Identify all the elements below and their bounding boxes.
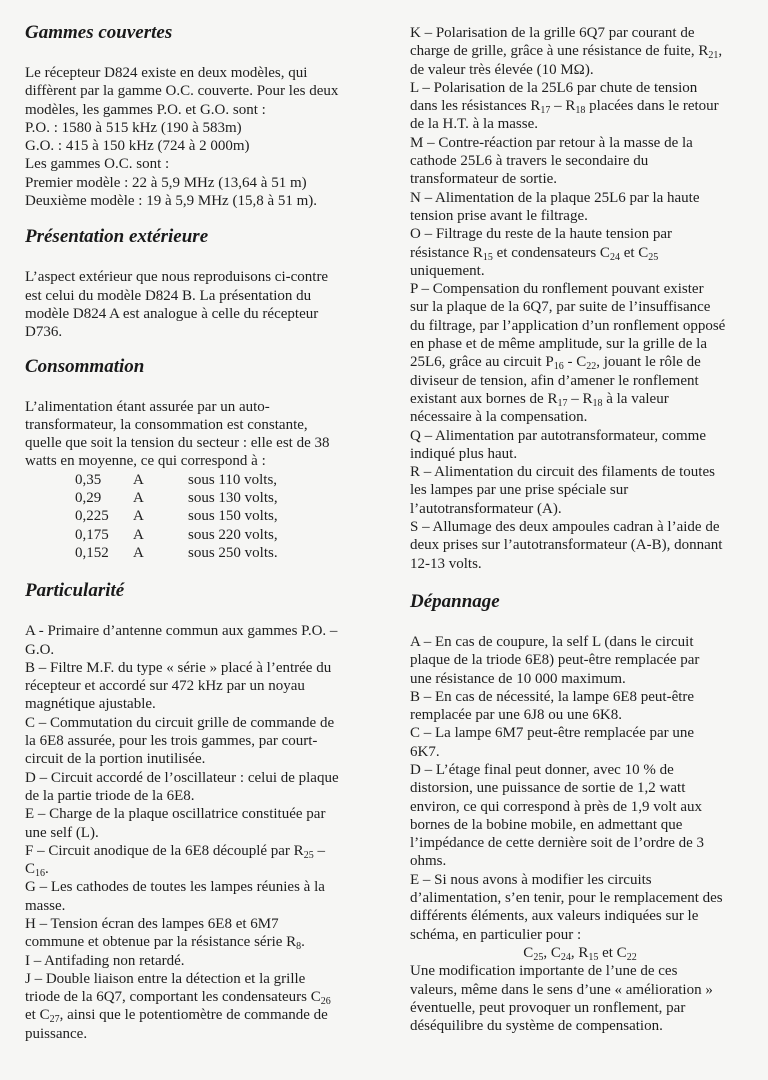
- text-line: L’alimentation étant assurée par un auto-: [25, 398, 270, 415]
- text-line: triode de la 6Q7, comportant les condensateurs $C_{26}$: [25, 989, 331, 1008]
- table-row: [25, 471, 370, 489]
- text-line: 25L6, grâce au circuit $P_{16} - C_{22}$, jouant le rôle de: [410, 354, 701, 373]
- text-line: de la H.T. à la masse.: [410, 116, 539, 133]
- list-item: R – Alimentation du circuit des filaments de toutes: [410, 464, 715, 481]
- text-line: tension prise avant le filtrage.: [410, 207, 588, 224]
- heading-particularite: Particularité: [25, 580, 125, 602]
- list-item: P – Compensation du ronflement pouvant exister: [410, 281, 704, 298]
- list-item: D – L’étage final peut donner, avec 10 % de: [410, 761, 674, 778]
- unit: A: [133, 490, 144, 507]
- current-value: 0,35: [75, 471, 102, 488]
- text-line: valeurs, même dans le sens d’une « amélioration »: [410, 981, 713, 998]
- list-item: M – Contre-réaction par retour à la masse de la: [410, 134, 693, 151]
- text-line: est celui du modèle D824 B. La présentation du: [25, 287, 312, 304]
- text-line: G.O.: [25, 641, 55, 658]
- list-item: B – Filtre M.F. du type « série » placé à l’entrée du: [25, 659, 332, 676]
- text-line: dans les résistances $R_{17} - R_{18}$ placées dans le retour: [410, 98, 719, 117]
- text-line: $C_{16}$.: [25, 861, 49, 880]
- text-line: transformateur, la consommation est constante,: [25, 416, 308, 433]
- list-item: E – Si nous avons à modifier les circuits: [410, 871, 652, 888]
- text-line: Deuxième modèle : 19 à 5,9 MHz (15,8 à 51 m).: [25, 193, 318, 210]
- text-line: de valeur très élevée (10 MΩ).: [410, 61, 594, 78]
- text-line: en phase et de même amplitude, sur la grille de la: [410, 336, 707, 353]
- table-row: [25, 526, 370, 544]
- list-item: I – Antifading non retardé.: [25, 952, 185, 969]
- text-line: récepteur et accordé sur 472 kHz par un noyau: [25, 678, 305, 695]
- voltage: sous 150 volts,: [188, 508, 278, 525]
- text-line: masse.: [25, 897, 66, 914]
- text-line: diffèrent par la gamme O.C. couverte. Pour les deux: [25, 83, 339, 100]
- text-line: différents éléments, aux valeurs indiquées sur le: [410, 908, 699, 925]
- list-item: A – En cas de coupure, la self L (dans le circuit: [410, 633, 694, 650]
- voltage: sous 110 volts,: [188, 471, 278, 488]
- list-item: C – Commutation du circuit grille de commande de: [25, 714, 335, 731]
- text-line: Une modification importante de l’une de ces: [410, 963, 678, 980]
- text-line: magnétique ajustable.: [25, 696, 156, 713]
- text-line: cathode 25L6 à travers le secondaire du: [410, 153, 649, 170]
- current-value: 0,175: [75, 526, 109, 543]
- current-value: 0,225: [75, 508, 109, 525]
- list-particularite-continued: [410, 24, 750, 573]
- text-line: uniquement.: [410, 262, 485, 279]
- list-item: G – Les cathodes de toutes les lampes réunies à la: [25, 879, 325, 896]
- text-line: et $C_{27}$, ainsi que le potentiomètre de commande de: [25, 1007, 328, 1026]
- text-line: l’autotransformateur (A).: [410, 500, 562, 517]
- list-item: K – Polarisation de la grille 6Q7 par courant de: [410, 25, 695, 41]
- text-line: Le récepteur D824 existe en deux modèles, qui: [25, 65, 308, 81]
- component-formula: $C_{25}$, $C_{24}$, $R_{15}$ et $C_{22}$: [523, 944, 637, 963]
- text-line: bornes de la bobine mobile, en admettant que: [410, 816, 683, 833]
- voltage: sous 130 volts,: [188, 490, 278, 507]
- text-line: de la partie triode de la 6E8.: [25, 787, 195, 804]
- text-line: distorsion, une puissance de sortie de 1,2 watt: [410, 780, 686, 797]
- heading-presentation: Présentation extérieure: [25, 226, 209, 248]
- right-column: [410, 0, 750, 1035]
- text-line: schéma, en particulier pour :: [410, 926, 582, 943]
- list-item: C – La lampe 6M7 peut-être remplacée par une: [410, 725, 695, 742]
- text-line: Premier modèle : 22 à 5,9 MHz (13,64 à 51 m): [25, 174, 307, 191]
- text-line: Les gammes O.C. sont :: [25, 156, 170, 173]
- text-line: modèles, les gammes P.O. et G.O. sont :: [25, 101, 266, 118]
- table-row: [25, 507, 370, 525]
- list-item: E – Charge de la plaque oscillatrice constituée par: [25, 806, 326, 823]
- list-depannage: [410, 633, 750, 1036]
- text-line: une self (L).: [25, 824, 99, 841]
- text-line: circuit de la portion inutilisée.: [25, 751, 206, 768]
- unit: A: [133, 471, 144, 488]
- list-item: D – Circuit accordé de l’oscillateur : celui de plaque: [25, 769, 339, 786]
- text-line: remplacée par une 6J8 ou une 6K8.: [410, 707, 623, 724]
- text-line: D736.: [25, 324, 63, 341]
- text-line: indiqué plus haut.: [410, 445, 518, 462]
- text-line: environ, ce qui correspond à près de 1,9 volt aux: [410, 798, 702, 815]
- left-column: [25, 0, 370, 1043]
- voltage: sous 220 volts,: [188, 526, 278, 543]
- text-line: résistance $R_{15}$ et condensateurs $C_{24}$ et $C_{25}$: [410, 244, 659, 263]
- text-line: existant aux bornes de $R_{17} - R_{18}$ à la valeur: [410, 390, 669, 409]
- text-line: la 6E8 assurée, pour les trois gammes, par court-: [25, 733, 318, 750]
- text-line: une résistance de 10 000 maximum.: [410, 670, 626, 687]
- list-item: O – Filtrage du reste de la haute tension par: [410, 226, 673, 243]
- list-item: J – Double liaison entre la détection et la grille: [25, 970, 306, 987]
- text-line: deux prises sur l’autotransformateur (A-B), donnant: [410, 537, 723, 554]
- list-item: S – Allumage des deux ampoules cadran à l’aide de: [410, 519, 720, 536]
- text-line: 12-13 volts.: [410, 555, 482, 572]
- text-line: puissance.: [25, 1025, 88, 1042]
- unit: A: [133, 544, 144, 561]
- text-line: charge de grille, grâce à une résistance de fuite, $R_{21}$,: [410, 43, 723, 62]
- table-row: [25, 544, 370, 562]
- list-item: Q – Alimentation par autotransformateur, comme: [410, 427, 706, 444]
- paragraph-gammes: [25, 64, 370, 210]
- text-line: watts en moyenne, ce qui correspond à :: [25, 453, 266, 470]
- current-value: 0,29: [75, 490, 102, 507]
- heading-depannage: Dépannage: [410, 590, 500, 612]
- heading-consommation: Consommation: [25, 355, 145, 377]
- text-line: commune et obtenue par la résistance série $R_8$.: [25, 934, 305, 953]
- paragraph-consommation: [25, 398, 370, 471]
- text-line: du filtrage, par l’application d’un ronflement opposé: [410, 317, 726, 334]
- text-line: 6K7.: [410, 743, 440, 760]
- list-item: F – Circuit anodique de la 6E8 découplé par $R_{25}$ –: [25, 842, 325, 861]
- text-line: éventuelle, peut provoquer un ronflement, par: [410, 999, 686, 1016]
- list-item: L – Polarisation de la 25L6 par chute de tension: [410, 79, 698, 96]
- text-line: sur la plaque de la 6Q7, par suite de l’insuffisance: [410, 299, 711, 316]
- current-value: 0,152: [75, 544, 109, 561]
- text-line: ohms.: [410, 853, 447, 870]
- heading-gammes: Gammes couvertes: [25, 22, 173, 43]
- list-item: B – En cas de nécessité, la lampe 6E8 peut-être: [410, 688, 695, 705]
- text-line: plaque de la triode 6E8) peut-être remplacée par: [410, 652, 700, 669]
- paragraph-presentation: [25, 268, 370, 341]
- text-line: diviseur de tension, afin d’amener le ronflement: [410, 372, 699, 389]
- text-line: L’aspect extérieur que nous reproduisons ci-contre: [25, 269, 329, 286]
- list-item: H – Tension écran des lampes 6E8 et 6M7: [25, 915, 279, 932]
- text-line: d’alimentation, s’en tenir, pour le remplacement des: [410, 890, 723, 907]
- table-row: [25, 489, 370, 507]
- text-line: modèle D824 A est analogue à celle du récepteur: [25, 305, 319, 322]
- voltage: sous 250 volts.: [188, 544, 278, 561]
- text-line: déséquilibre du système de compensation.: [410, 1018, 663, 1035]
- text-line: G.O. : 415 à 150 kHz (724 à 2 000m): [25, 138, 250, 155]
- text-line: quelle que soit la tension du secteur : elle est de 38: [25, 435, 330, 452]
- consumption-table: [25, 471, 370, 562]
- list-item: N – Alimentation de la plaque 25L6 par la haute: [410, 189, 700, 206]
- list-particularite: [25, 622, 370, 1043]
- text-line: transformateur de sortie.: [410, 171, 558, 188]
- list-item: A - Primaire d’antenne commun aux gammes P.O. –: [25, 623, 338, 640]
- text-line: l’impédance de cette dernière soit de l’ordre de 3: [410, 835, 705, 852]
- text-line: les lampes par une prise spéciale sur: [410, 482, 629, 499]
- unit: A: [133, 508, 144, 525]
- text-line: P.O. : 1580 à 515 kHz (190 à 583m): [25, 119, 242, 136]
- unit: A: [133, 526, 144, 543]
- text-line: nécessaire à la compensation.: [410, 409, 588, 426]
